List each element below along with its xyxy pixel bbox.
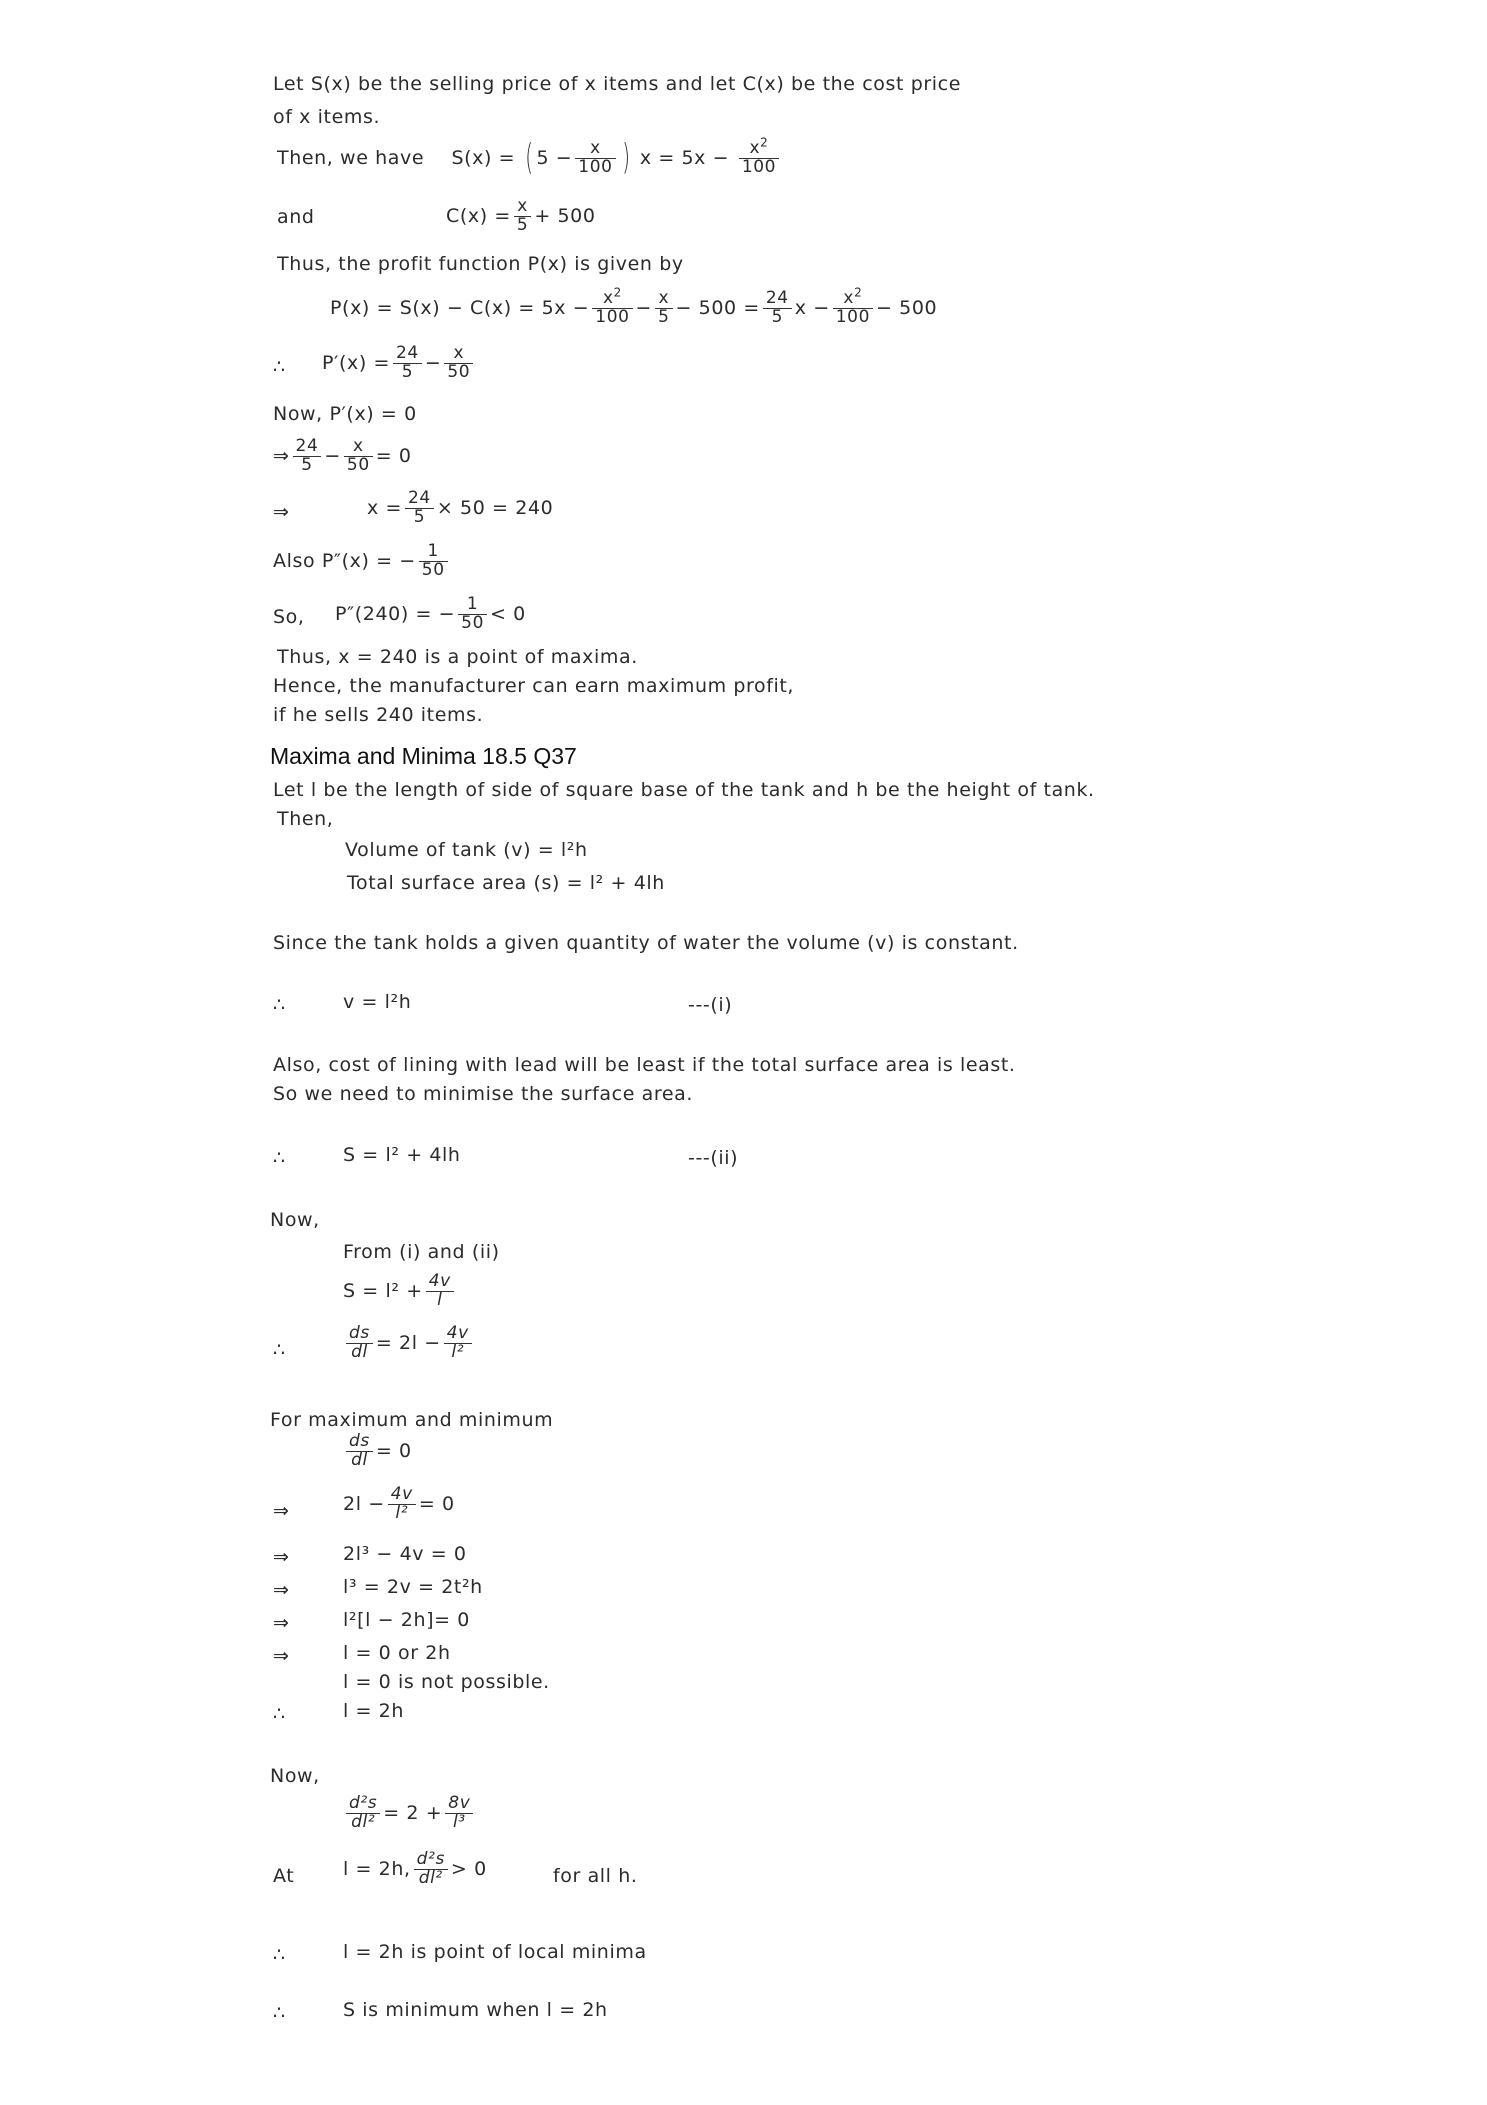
text: − 500 = [675, 296, 760, 319]
fraction [514, 198, 531, 235]
numerator: 1 [458, 596, 487, 615]
implies-symbol: ⇒ [273, 1645, 290, 1667]
fraction [445, 1795, 473, 1832]
fraction [393, 345, 422, 382]
text: > 0 [450, 1857, 487, 1880]
fraction [444, 1325, 472, 1362]
fraction [414, 1851, 448, 1888]
text-line: Then, [277, 808, 334, 830]
text-line: Thus, x = 240 is a point of maxima. [277, 646, 638, 668]
denominator: 100 [741, 156, 777, 177]
exponent: 2 [613, 285, 622, 300]
numerator: 4v [388, 1486, 416, 1505]
text-line: Now, [270, 1765, 320, 1787]
fraction [739, 135, 779, 177]
equation-step: l = 2h [343, 1700, 405, 1722]
text: x − [794, 296, 830, 319]
fraction [458, 596, 487, 633]
text: × 50 = 240 [436, 496, 554, 519]
text-line: From (i) and (ii) [343, 1241, 500, 1263]
text: P(x) = S(x) − C(x) = 5x − [330, 296, 590, 319]
text: S = l² + [343, 1279, 423, 1302]
fraction [575, 140, 615, 177]
denominator: dl² [418, 1867, 443, 1888]
denominator: 50 [447, 361, 471, 382]
equation-profit [330, 285, 938, 327]
denominator: dl [351, 1449, 368, 1470]
numerator: d²s [346, 1795, 380, 1814]
denominator: 50 [421, 559, 445, 580]
numerator: x [444, 345, 473, 364]
text: P″(240) = − [335, 602, 456, 625]
equation-step: l = 0 or 2h [343, 1642, 451, 1664]
text: So, [273, 606, 305, 628]
text-line: Now, P′(x) = 0 [273, 403, 417, 425]
numerator: x [514, 198, 531, 217]
equation-ds-dl [343, 1325, 475, 1362]
text: x [602, 288, 614, 308]
fraction [763, 290, 792, 327]
fraction [344, 438, 373, 475]
text: Also P″(x) = − [273, 549, 416, 572]
text: − [324, 444, 341, 467]
equation-at [343, 1851, 487, 1888]
fraction [419, 543, 448, 580]
text: = 0 [418, 1492, 455, 1515]
fraction [293, 438, 322, 475]
text: 2l − [343, 1492, 385, 1515]
text-line: of x items. [273, 106, 381, 128]
section-heading: Maxima and Minima 18.5 Q37 [270, 743, 577, 769]
numerator: 1 [419, 543, 448, 562]
denominator: 100 [578, 156, 613, 177]
numerator: ds [346, 1325, 373, 1344]
denominator: 100 [835, 306, 870, 327]
numerator: 24 [763, 290, 792, 309]
numerator: 24 [405, 490, 434, 509]
text: for all h. [553, 1865, 638, 1887]
text-line: Thus, the profit function P(x) is given by [277, 253, 684, 275]
implies-symbol: ⇒ [273, 1612, 290, 1634]
fraction [444, 345, 473, 382]
denominator: 5 [771, 306, 784, 327]
equation-step: l³ = 2v = 2t²h [343, 1576, 483, 1598]
paren-right: ) [621, 137, 630, 179]
denominator: l² [395, 1502, 409, 1523]
implies-symbol: ⇒ [273, 501, 290, 523]
denominator: 50 [346, 454, 370, 475]
equation-ds-dl-zero [343, 1433, 412, 1470]
denominator: dl [351, 1341, 368, 1362]
text-line: Also, cost of lining with lead will be least if the total surface area is least. [273, 1054, 1016, 1076]
numerator: d²s [414, 1851, 448, 1870]
numerator: 8v [445, 1795, 473, 1814]
text-line: Volume of tank (v) = l²h [345, 839, 588, 861]
therefore-symbol: ∴ [273, 1147, 286, 1169]
text-line: Now, [270, 1209, 320, 1231]
equation-second-derivative [343, 1795, 476, 1832]
denominator: 5 [516, 214, 529, 235]
equation-cost-rhs [446, 198, 596, 235]
text: − [635, 296, 653, 319]
conclusion-line: l = 2h is point of local minima [343, 1941, 647, 1963]
text: − [424, 351, 442, 374]
conclusion-line: S is minimum when l = 2h [343, 1999, 608, 2021]
equation-step: l = 0 is not possible. [343, 1671, 550, 1693]
equation-p240 [335, 596, 526, 633]
therefore-symbol: ∴ [273, 2002, 286, 2024]
equation-s [343, 1273, 457, 1310]
numerator: 24 [293, 438, 322, 457]
text-line: Let S(x) be the selling price of x items and let C(x) be the cost price [273, 73, 961, 95]
equation-cost [277, 205, 315, 229]
implies-symbol: ⇒ [273, 1579, 290, 1601]
denominator: 5 [658, 306, 670, 327]
text: = 2l − [375, 1331, 441, 1354]
text-line: For maximum and minimum [270, 1409, 554, 1431]
fraction [592, 285, 632, 327]
therefore-symbol: ∴ [273, 356, 286, 378]
text-line: Since the tank holds a given quantity of water the volume (v) is constant. [273, 932, 1019, 954]
denominator: 5 [413, 506, 426, 527]
numerator: x [655, 290, 672, 309]
text: l = 2h, [343, 1857, 411, 1880]
numerator: ds [346, 1433, 373, 1452]
text: and [277, 206, 315, 228]
implies-symbol: ⇒ [273, 444, 290, 467]
therefore-symbol: ∴ [273, 1703, 286, 1725]
fraction [346, 1795, 380, 1832]
text: 5 − [536, 146, 573, 169]
text: Then, we have [277, 146, 425, 169]
equation-x [367, 490, 553, 527]
text: x = 5x − [639, 146, 730, 169]
text: < 0 [490, 602, 526, 625]
fraction [346, 1325, 373, 1362]
denominator: 100 [595, 306, 630, 327]
equation-tag: ---(ii) [688, 1147, 739, 1169]
text: = 0 [375, 444, 412, 467]
equation-selling-price [277, 135, 782, 179]
text: x [843, 288, 855, 308]
text: − 500 [876, 296, 938, 319]
text: + 500 [534, 204, 596, 227]
therefore-symbol: ∴ [273, 1339, 286, 1361]
text: C(x) = [446, 204, 511, 227]
fraction [426, 1273, 454, 1310]
text: P′(x) = [322, 351, 391, 374]
equation-tag: ---(i) [688, 994, 733, 1016]
text-line: So we need to minimise the surface area. [273, 1083, 694, 1105]
text-line: if he sells 240 items. [273, 704, 484, 726]
text: x [749, 138, 761, 158]
fraction [655, 290, 672, 327]
equation-ii: S = l² + 4lh [343, 1144, 461, 1166]
fraction [388, 1486, 416, 1523]
text: x = [367, 496, 403, 519]
numerator: 4v [426, 1273, 454, 1292]
equation-derivative [322, 345, 476, 382]
text-line: Total surface area (s) = l² + 4lh [347, 872, 665, 894]
equation-second-derivative [273, 543, 451, 580]
text: = 2 + [383, 1801, 443, 1824]
exponent: 2 [854, 285, 863, 300]
denominator: 50 [461, 612, 485, 633]
denominator: 5 [301, 454, 313, 475]
denominator: 5 [401, 361, 414, 382]
equation-step [343, 1486, 455, 1523]
text-line: Hence, the manufacturer can earn maximum profit, [273, 675, 795, 697]
numerator: 24 [393, 345, 422, 364]
denominator: l³ [452, 1811, 466, 1832]
denominator: l [437, 1289, 443, 1310]
therefore-symbol: ∴ [273, 994, 286, 1016]
fraction [833, 285, 873, 327]
therefore-symbol: ∴ [273, 1944, 286, 1966]
text: At [273, 1865, 295, 1887]
numerator: x [575, 140, 615, 159]
equation-step [273, 438, 412, 475]
fraction [405, 490, 434, 527]
text-line: Let l be the length of side of square base of the tank and h be the height of tank. [273, 779, 1095, 801]
numerator: 4v [444, 1325, 472, 1344]
equation-step: 2l³ − 4v = 0 [343, 1543, 467, 1565]
equation-i: v = l²h [343, 991, 412, 1013]
denominator: dl² [351, 1811, 376, 1832]
numerator: x [344, 438, 373, 457]
fraction [346, 1433, 373, 1470]
implies-symbol: ⇒ [273, 1546, 290, 1568]
implies-symbol: ⇒ [273, 1500, 290, 1522]
denominator: l² [451, 1341, 465, 1362]
paren-left: ( [525, 137, 534, 179]
text: S(x) = [451, 146, 516, 169]
exponent: 2 [760, 135, 769, 150]
equation-step: l²[l − 2h]= 0 [343, 1609, 470, 1631]
text: = 0 [375, 1439, 412, 1462]
